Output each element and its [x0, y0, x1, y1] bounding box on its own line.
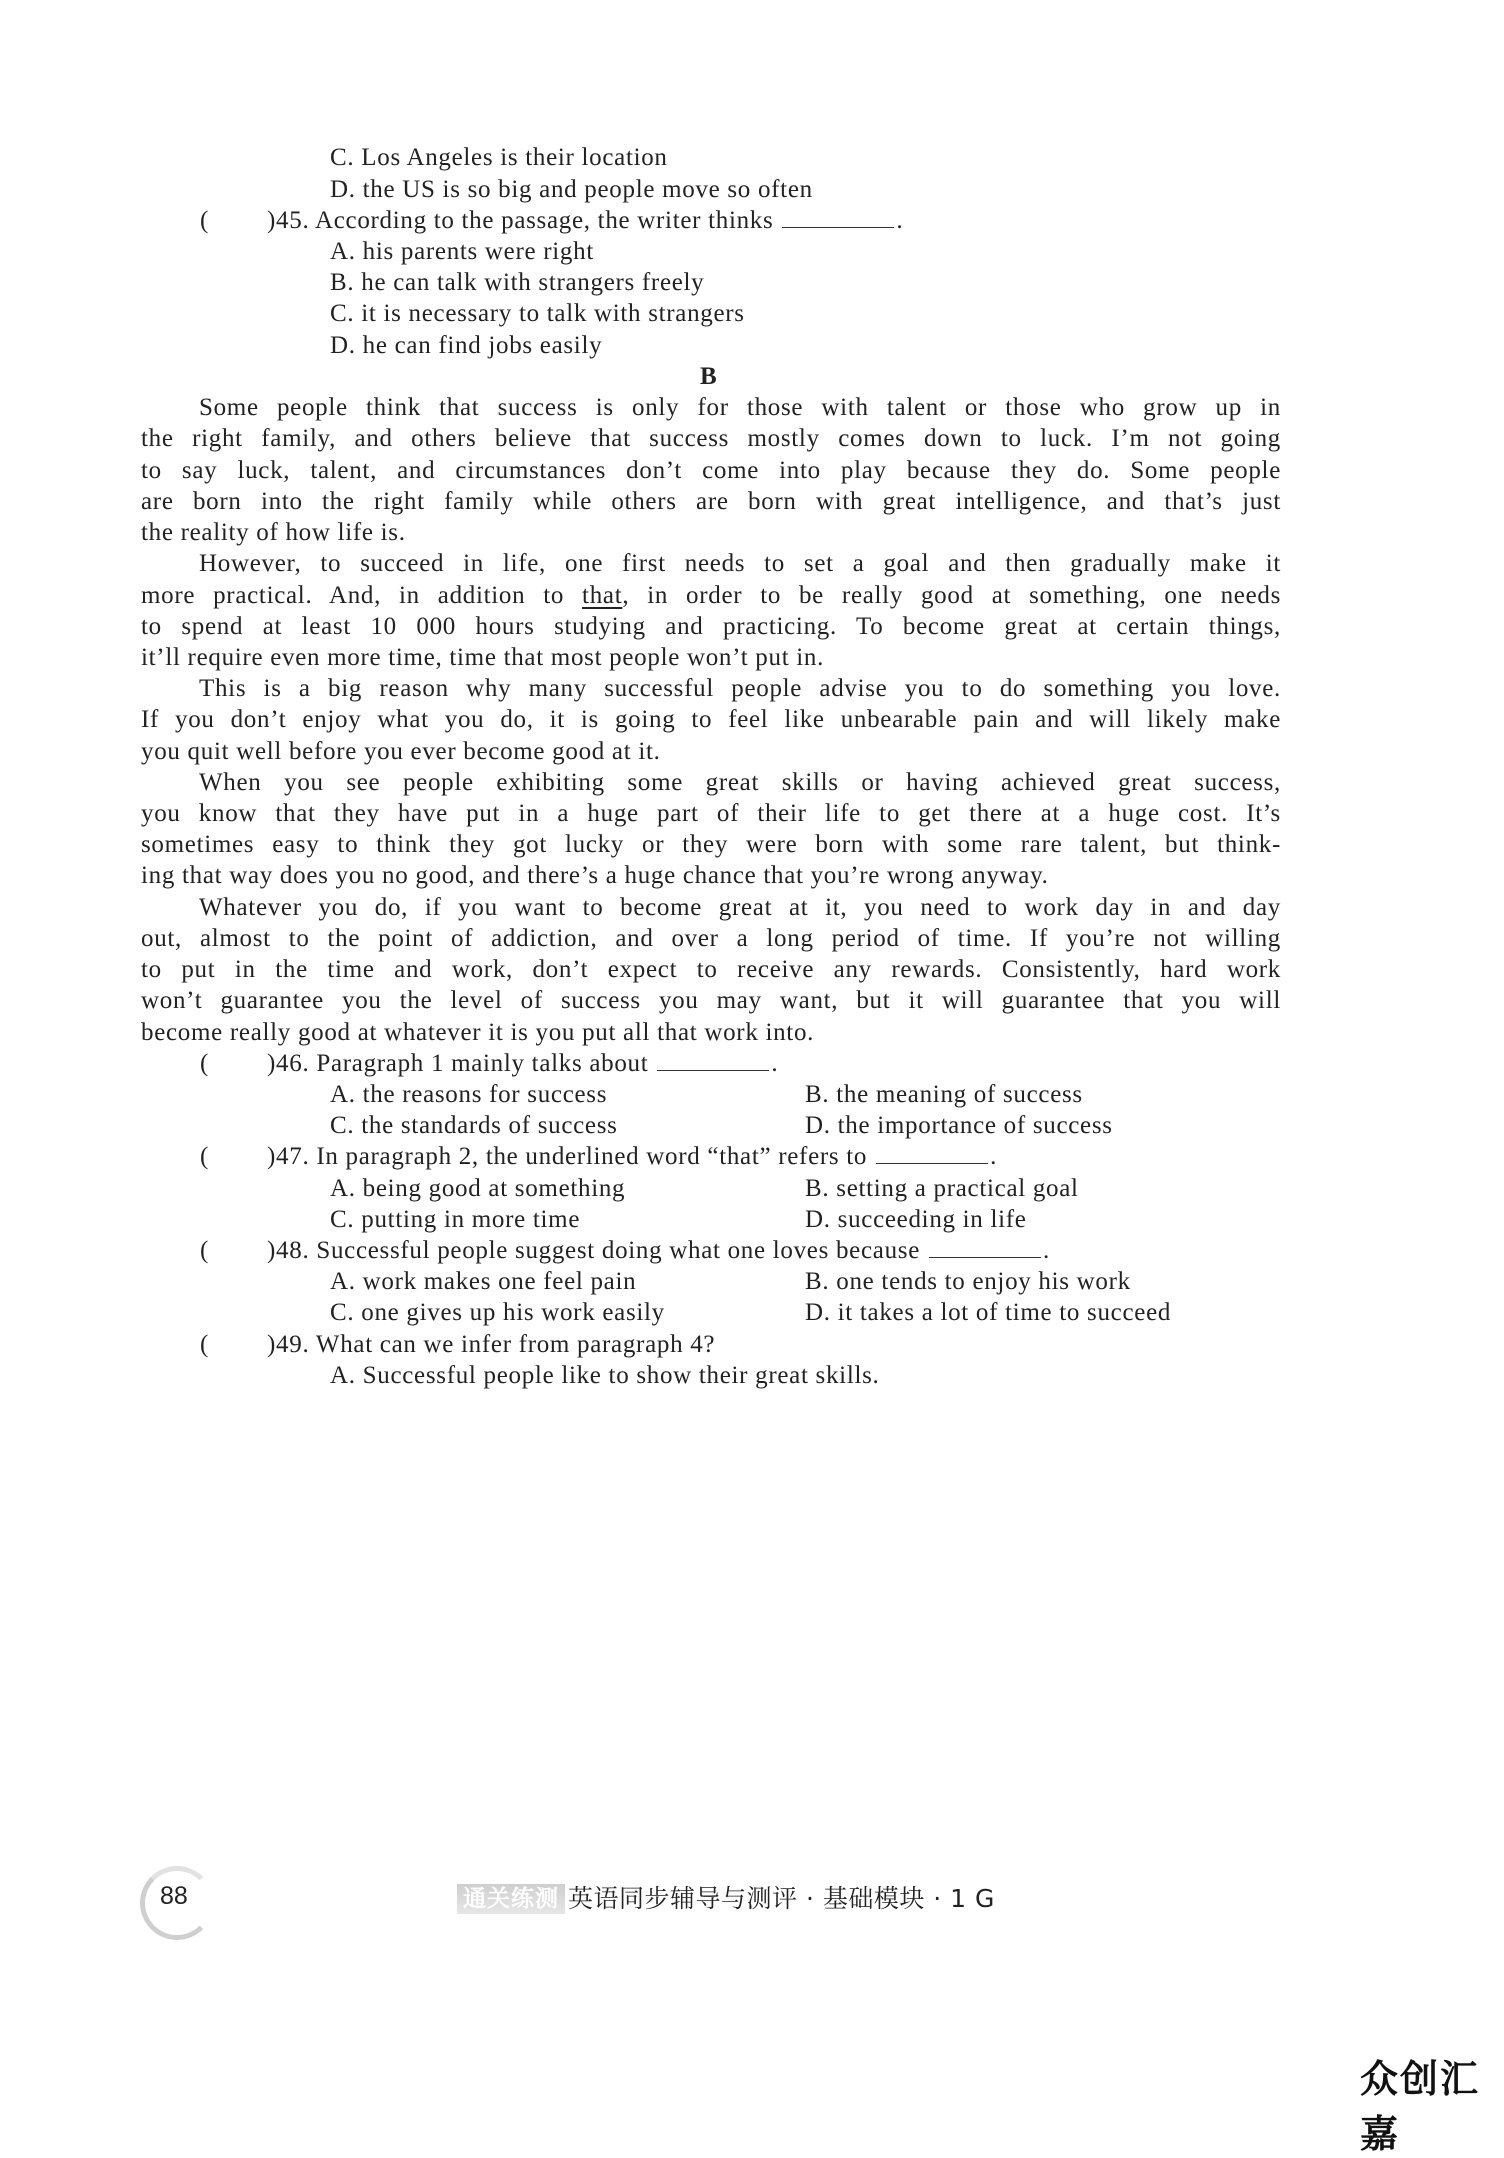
p3-line-3: you quit well before you ever become good at it.: [141, 738, 661, 765]
q45-option-b: B. he can talk with strangers freely: [330, 269, 705, 296]
page-number: 88: [160, 1882, 188, 1910]
p5-line-3: to put in the time and work, don’t expect to receive any rewards. Consistently, hard work: [141, 956, 1281, 983]
question-49: [200, 1329, 715, 1361]
section-heading: B: [700, 363, 718, 390]
answer-blank: [876, 1141, 988, 1164]
p5-line-5: become really good at whatever it is you put all that work into.: [141, 1019, 815, 1046]
q47-option-b: B. setting a practical goal: [805, 1175, 1079, 1202]
book-title: 英语同步辅导与测评 · 基础模块 · 1 G: [568, 1884, 995, 1913]
p2-line-2-post: , in order to be really good at something, one needs: [622, 582, 1281, 609]
p5-line-1: Whatever you do, if you want to become great at it, you need to work day in and day: [199, 894, 1281, 921]
stem-end: .: [1042, 1237, 1050, 1264]
p3-line-1: This is a big reason why many successful people advise you to do something you love.: [199, 675, 1281, 702]
q47-option-d: D. succeeding in life: [805, 1206, 1027, 1233]
q46-option-d: D. the importance of success: [805, 1112, 1113, 1139]
q45-option-a: A. his parents were right: [330, 238, 594, 265]
q47-option-c: C. putting in more time: [330, 1206, 581, 1233]
p3-line-2: If you don’t enjoy what you do, it is going to feel like unbearable pain and will likely make: [141, 706, 1281, 733]
answer-paren: (: [200, 1050, 210, 1077]
series-logo: 通关练测: [457, 1884, 565, 1914]
q48-option-b: B. one tends to enjoy his work: [805, 1268, 1131, 1295]
question-45: [200, 205, 903, 237]
p1-line-1: Some people think that success is only for those with talent or those who grow up in: [199, 394, 1281, 421]
p1-line-3: to say luck, talent, and circumstances don’t come into play because they do. Some people: [141, 457, 1281, 484]
p5-line-4: won’t guarantee you the level of success you may want, but it will guarantee that you will: [141, 987, 1281, 1014]
answer-paren: (: [200, 207, 210, 234]
q44-option-d: D. the US is so big and people move so often: [330, 176, 813, 203]
watermark: 众创汇嘉: [1360, 2057, 1481, 2156]
q49-option-a: A. Successful people like to show their great skills.: [330, 1362, 880, 1389]
question-stem: )47. In paragraph 2, the underlined word “that” refers to: [267, 1143, 868, 1170]
answer-paren: (: [200, 1143, 210, 1170]
question-stem: )49. What can we infer from paragraph 4?: [267, 1331, 716, 1358]
p2-line-4: it’ll require even more time, time that most people won’t put in.: [141, 644, 825, 671]
q48-option-a: A. work makes one feel pain: [330, 1268, 637, 1295]
answer-blank: [782, 205, 894, 228]
p4-line-3: sometimes easy to think they got lucky or they were born with some rare talent, but think-: [141, 831, 1281, 858]
q46-option-b: B. the meaning of success: [805, 1081, 1083, 1108]
q45-option-d: D. he can find jobs easily: [330, 332, 603, 359]
stem-end: .: [990, 1143, 998, 1170]
answer-paren: (: [200, 1331, 210, 1358]
q45-option-c: C. it is necessary to talk with strangers: [330, 300, 745, 327]
q48-option-d: D. it takes a lot of time to succeed: [805, 1299, 1172, 1326]
question-stem: )48. Successful people suggest doing what one loves because: [267, 1237, 920, 1264]
stem-end: .: [771, 1050, 779, 1077]
p2-line-3: to spend at least 10 000 hours studying and practicing. To become great at certain things,: [141, 613, 1281, 640]
p1-line-4: are born into the right family while others are born with great intelligence, and that’s just: [141, 488, 1281, 515]
stem-end: .: [896, 207, 904, 234]
question-48: [200, 1235, 1050, 1267]
q47-option-a: A. being good at something: [330, 1175, 626, 1202]
q46-option-a: A. the reasons for success: [330, 1081, 608, 1108]
answer-blank: [657, 1048, 769, 1071]
question-stem: )45. According to the passage, the writer thinks: [267, 207, 774, 234]
p2-line-2: [141, 580, 1281, 612]
underlined-word: that: [582, 582, 623, 609]
p2-line-2-pre: more practical. And, in addition to: [141, 582, 583, 609]
p4-line-1: When you see people exhibiting some great skills or having achieved great success,: [199, 769, 1281, 796]
q44-option-c: C. Los Angeles is their location: [330, 144, 668, 171]
question-46: [200, 1048, 778, 1080]
answer-paren: (: [200, 1237, 210, 1264]
q48-option-c: C. one gives up his work easily: [330, 1299, 665, 1326]
p4-line-2: you know that they have put in a huge part of their life to get there at a huge cost. It’s: [141, 800, 1281, 827]
p1-line-2: the right family, and others believe that success mostly comes down to luck. I’m not going: [141, 425, 1281, 452]
question-stem: )46. Paragraph 1 mainly talks about: [267, 1050, 649, 1077]
answer-blank: [929, 1235, 1041, 1258]
p4-line-4: ing that way does you no good, and there’s a huge chance that you’re wrong anyway.: [141, 862, 1049, 889]
question-47: [200, 1141, 997, 1173]
q46-option-c: C. the standards of success: [330, 1112, 618, 1139]
p5-line-2: out, almost to the point of addiction, and over a long period of time. If you’re not willing: [141, 925, 1281, 952]
p1-line-5: the reality of how life is.: [141, 519, 406, 546]
p2-line-1: However, to succeed in life, one first needs to set a goal and then gradually make it: [199, 550, 1281, 577]
